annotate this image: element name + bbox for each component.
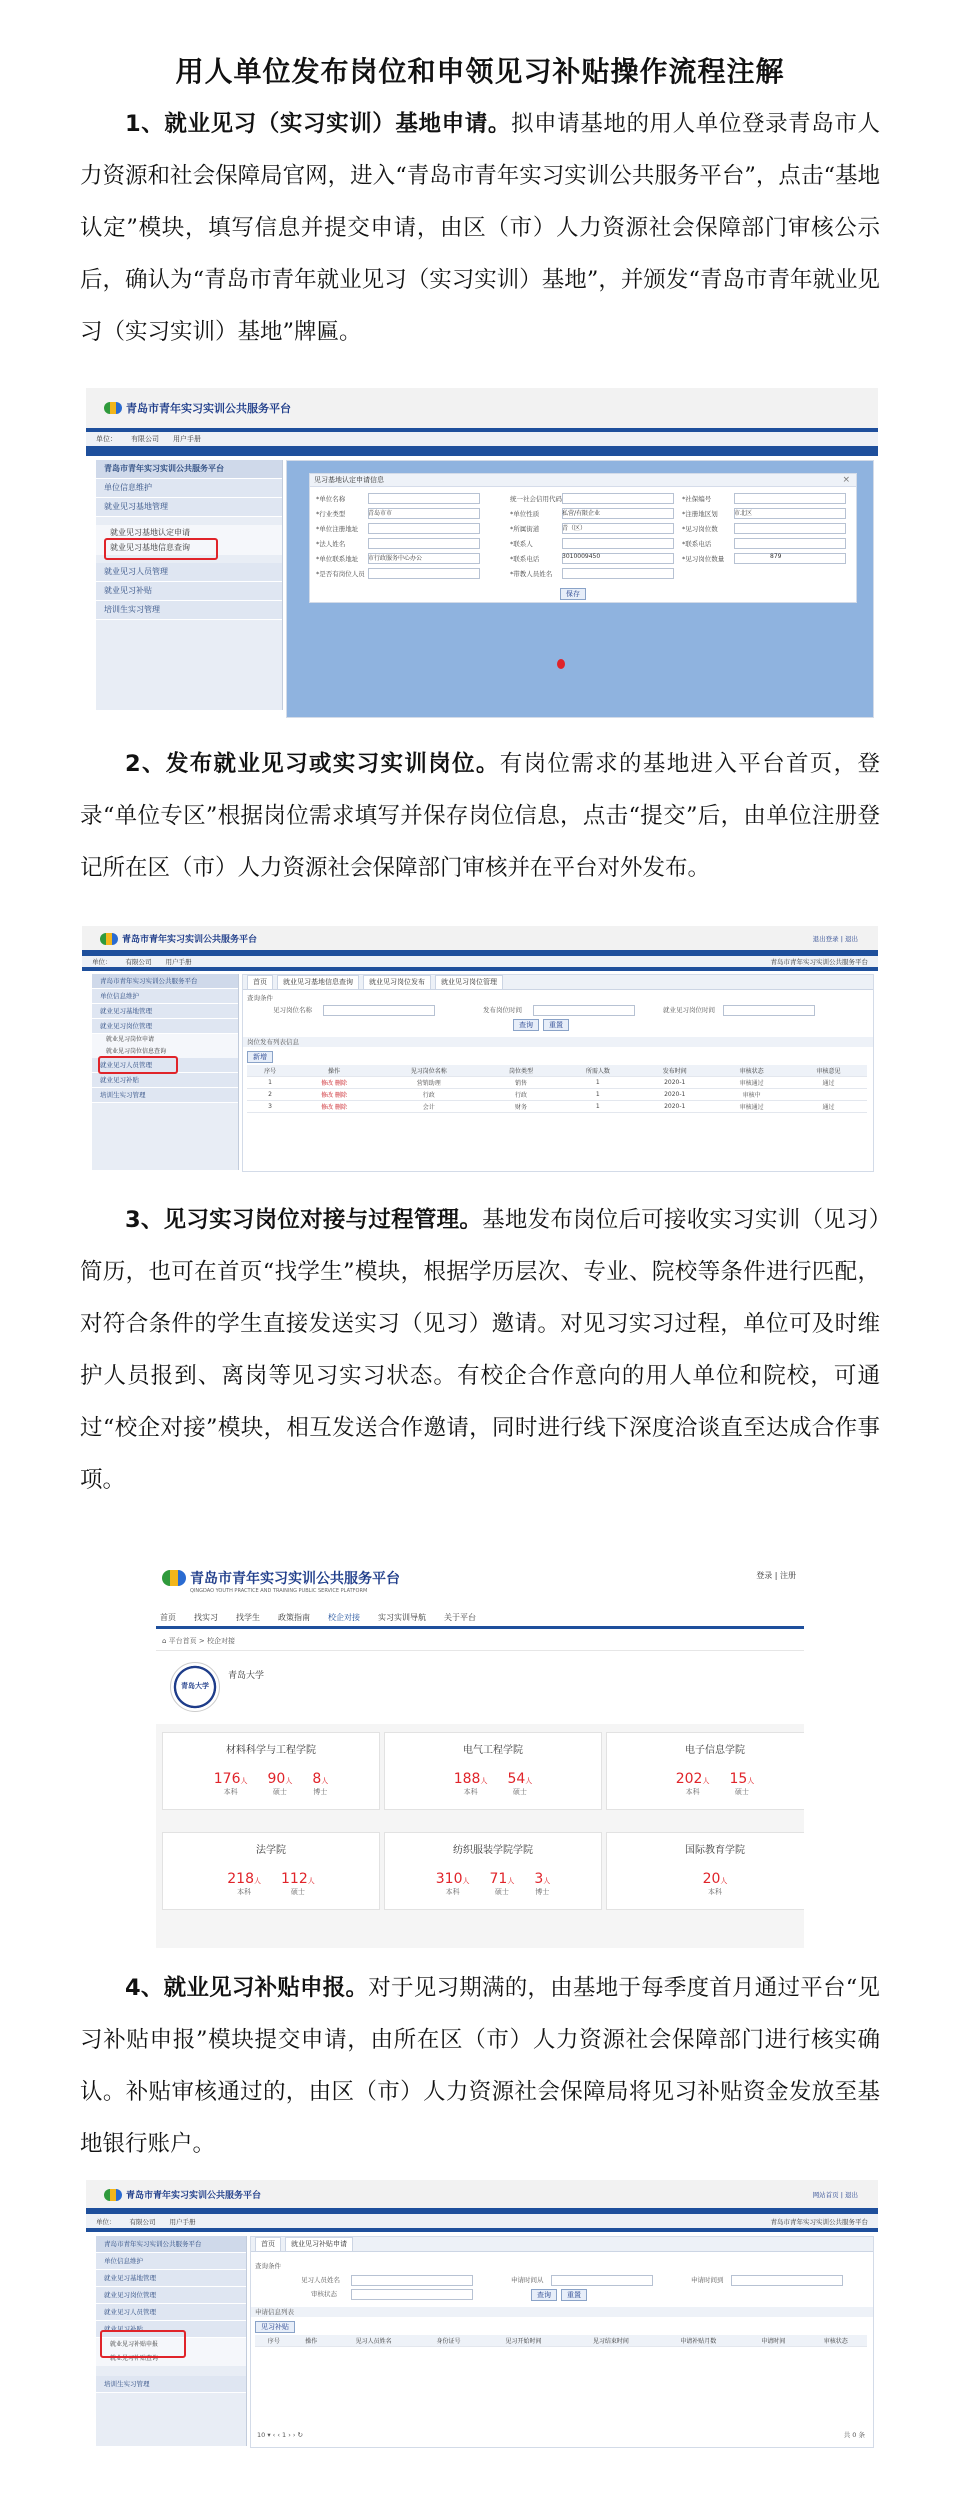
tabs-4 xyxy=(251,2237,873,2252)
column-header: 申请补贴月数 xyxy=(655,2335,742,2347)
field-input[interactable] xyxy=(734,523,846,534)
college-card[interactable] xyxy=(606,1732,804,1810)
post-time-input[interactable] xyxy=(533,1005,635,1016)
paragraph-1-text: 拟申请基地的用人单位登录青岛市人力资源和社会保障局官网，进入“青岛市青年实习实训公共服务平台”，点击“基地认定”模块，填写信息并提交申请，由区（市）人力资源社会保障部门审核公示后，确认为“青岛市青年就业见习（实习实训）基地”，并颁发“青岛市青年就业见习（实习实训）基地”牌匾。 xyxy=(80,111,880,345)
stat-value: 310 xyxy=(435,1871,463,1887)
column-header: 操作 xyxy=(292,2335,329,2347)
college-stat xyxy=(436,1871,470,1897)
stat-value: 15 xyxy=(729,1771,748,1787)
field-label: *注册地区划 xyxy=(682,510,718,518)
stat-value: 218 xyxy=(227,1871,254,1887)
field-label: 统一社会信用代码 xyxy=(510,495,562,503)
table-cell: 3 xyxy=(247,1101,293,1113)
highlight-box xyxy=(104,538,218,560)
table-cell: 2 xyxy=(247,1089,293,1101)
stat-label: 博士 xyxy=(313,1788,328,1796)
stat-label: 本科 xyxy=(685,1788,700,1796)
top-nav xyxy=(86,432,878,447)
column-header: 见习人员姓名 xyxy=(330,2335,417,2347)
column-header: 岗位类型 xyxy=(483,1065,560,1077)
college-stat xyxy=(267,1771,292,1797)
table-cell: 审核中 xyxy=(713,1089,790,1101)
field-label: *联系人 xyxy=(510,540,533,548)
tab-2[interactable]: 就业见习岗位发布 xyxy=(363,975,431,989)
stat-label: 硕士 xyxy=(494,1888,509,1896)
menu-item-6[interactable]: 关于平台 xyxy=(444,1612,476,1622)
field-label: *联系电话 xyxy=(682,540,712,548)
paragraph-4-text: 对于见习期满的，由基地于每季度首月通过平台“见习补贴申报”模块提交申请，由所在区（市）人力资源社会保障部门进行核实确认。补贴审核通过的，由区（市）人力资源社会保障局将见习补贴资金发放至基地银行账户。 xyxy=(80,1975,880,2157)
field-label: *见习岗位数量 xyxy=(682,555,725,563)
college-stat xyxy=(312,1771,328,1797)
stat-value: 90 xyxy=(267,1771,286,1787)
stat-unit: 人 xyxy=(462,1877,470,1885)
nav-manual-link-4[interactable]: 用户手册 xyxy=(169,2217,196,2226)
college-card[interactable] xyxy=(384,1732,602,1810)
table-cell: 审核通过 xyxy=(713,1077,790,1089)
nav-manual-link-2[interactable]: 用户手册 xyxy=(165,958,192,966)
column-header: 序号 xyxy=(247,1065,293,1077)
college-stat xyxy=(214,1771,248,1797)
date-from-input[interactable] xyxy=(551,2275,653,2286)
stat-label: 本科 xyxy=(707,1888,722,1896)
field-input[interactable] xyxy=(734,493,846,504)
pager[interactable]: 10 ▾ ‹ ‹ 1 › › ↻ xyxy=(257,2431,303,2439)
table-cell: 通过 xyxy=(790,1077,867,1089)
college-card[interactable] xyxy=(162,1832,380,1910)
dialog xyxy=(309,473,857,603)
table-cell: 1 xyxy=(247,1077,293,1089)
stat-label: 本科 xyxy=(463,1788,478,1796)
menu-item-1[interactable]: 找实习 xyxy=(194,1612,218,1622)
field-value: 879 xyxy=(770,553,782,560)
field-label: *单位性质 xyxy=(510,510,540,518)
table-cell: 销售 xyxy=(483,1077,560,1089)
menu-item-3[interactable]: 政策指南 xyxy=(278,1612,310,1622)
logo-icon xyxy=(104,402,122,414)
field-value: 市行政服务中心办公 xyxy=(368,555,423,562)
stat-value: 202 xyxy=(675,1771,703,1787)
column-header: 序号 xyxy=(255,2335,292,2347)
college-card[interactable] xyxy=(384,1832,602,1910)
table-cell: 2020-1 xyxy=(636,1089,713,1101)
field-label: *单位名称 xyxy=(316,495,346,503)
university-logo: 青岛大学 xyxy=(170,1662,220,1712)
college-name: 电气工程学院 xyxy=(463,1745,523,1756)
menu-item-2[interactable]: 找学生 xyxy=(236,1612,260,1622)
save-button[interactable]: 保存 xyxy=(560,588,586,600)
college-name: 纺织服装学院学院 xyxy=(453,1845,533,1856)
stat-unit: 人 xyxy=(702,1777,710,1785)
sidebar-item-trainee[interactable]: 培训生实习管理 xyxy=(96,601,282,620)
reset-button[interactable]: 重置 xyxy=(543,1019,569,1031)
query-button[interactable]: 查询 xyxy=(513,1019,539,1031)
college-card[interactable] xyxy=(606,1832,804,1910)
column-header: 所需人数 xyxy=(559,1065,636,1077)
logout-link[interactable]: 退出登录 | 退出 xyxy=(812,935,858,943)
platform-logo-4: 青岛市青年实习实训公共服务平台 xyxy=(104,2188,261,2201)
sidebar-item-info[interactable]: 单位信息维护 xyxy=(96,479,282,498)
table-cell xyxy=(790,1089,867,1101)
column-header: 申请时间 xyxy=(742,2335,804,2347)
menu-item-0[interactable]: 首页 xyxy=(160,1612,176,1622)
sidebar-sub-base-apply[interactable]: 就业见习基地认定申请 xyxy=(96,525,282,540)
college-stat xyxy=(676,1771,710,1797)
university-name: 青岛大学 xyxy=(228,1671,265,1681)
table-cell[interactable]: 修改 删除 xyxy=(293,1101,375,1113)
field-label: *见习岗位数 xyxy=(682,525,718,533)
table-row xyxy=(247,1089,867,1101)
stat-value: 3 xyxy=(534,1871,544,1887)
tab-3[interactable]: 就业见习岗位管理 xyxy=(435,975,503,989)
sidebar xyxy=(96,460,283,710)
logo-icon-4 xyxy=(104,2189,122,2201)
paragraph-1 xyxy=(80,98,880,358)
table-cell: 营销助理 xyxy=(375,1077,483,1089)
paragraph-2-lead: 2、发布就业见习或实习实训岗位。 xyxy=(125,751,500,777)
tab-1[interactable]: 就业见习补贴申请 xyxy=(285,2237,353,2251)
nav-unit: 单位： xyxy=(96,435,117,443)
field-input[interactable] xyxy=(734,538,846,549)
field-value: 市北区 xyxy=(734,510,753,517)
tab-0[interactable]: 首页 xyxy=(247,975,273,989)
field-input[interactable] xyxy=(562,493,674,504)
subsidy-table xyxy=(255,2335,867,2347)
table-cell: 1 xyxy=(559,1077,636,1089)
add-button[interactable]: 新增 xyxy=(247,1051,273,1063)
stat-label: 本科 xyxy=(223,1788,238,1796)
college-name: 法学院 xyxy=(256,1845,286,1856)
subsidy-add-button[interactable]: 见习补贴 xyxy=(255,2321,295,2333)
stat-value: 188 xyxy=(453,1771,481,1787)
field-label: *单位注册地址 xyxy=(316,525,359,533)
field-input[interactable] xyxy=(734,553,846,564)
college-stat xyxy=(507,1771,532,1797)
platform-logo xyxy=(104,400,291,416)
field-input[interactable] xyxy=(368,538,480,549)
platform-logo-3: 青岛市青年实习实训公共服务平台 xyxy=(162,1568,400,1588)
stat-value: 20 xyxy=(702,1871,721,1887)
paragraph-3 xyxy=(80,1194,880,1506)
tabs-2 xyxy=(243,975,873,990)
close-icon[interactable]: × xyxy=(842,475,850,485)
table-header-row xyxy=(247,1065,867,1077)
nav-company: 有限公司 xyxy=(131,435,159,443)
stat-unit: 人 xyxy=(525,1777,533,1785)
stat-label: 硕士 xyxy=(290,1888,305,1896)
table-cell: 审核通过 xyxy=(713,1101,790,1113)
column-header: 见习开始时间 xyxy=(480,2335,567,2347)
college-card[interactable] xyxy=(162,1732,380,1810)
college-name: 国际教育学院 xyxy=(685,1845,745,1856)
sidebar-sub-base-query[interactable]: 就业见习基地信息查询 xyxy=(96,540,282,555)
stat-label: 硕士 xyxy=(512,1788,527,1796)
home-link[interactable]: 网站首页 | 退出 xyxy=(812,2191,858,2199)
main-panel-4: 首页 就业见习补贴申请 查询条件 见习人员姓名 申请时间从 申请时间到 审核状态 查询 重置 申请信息列表 见习补贴 序号 操作 见习人员姓名 身份证号 见习开始时间 见习结束时间 申请补贴月数 申请时间 审核状态 10 ▾ ‹ ‹ 1 › › ↻ 共 0 条 xyxy=(250,2236,874,2448)
pager-count: 共 0 条 xyxy=(843,2431,865,2439)
stat-value: 8 xyxy=(312,1771,322,1787)
field-value: 3010009450 xyxy=(562,553,601,560)
query-button-4[interactable]: 查询 xyxy=(531,2289,557,2301)
table-cell: 会计 xyxy=(375,1101,483,1113)
college-stat xyxy=(703,1871,728,1897)
field-input[interactable] xyxy=(562,538,674,549)
person-name-input[interactable] xyxy=(351,2275,473,2286)
job-name-input[interactable] xyxy=(323,1005,435,1016)
college-name: 材料科学与工程学院 xyxy=(226,1745,316,1756)
stat-value: 176 xyxy=(213,1771,241,1787)
field-input[interactable] xyxy=(368,523,480,534)
table-cell[interactable]: 修改 删除 xyxy=(293,1089,375,1101)
stat-unit: 人 xyxy=(285,1777,293,1785)
column-header: 见习结束时间 xyxy=(567,2335,654,2347)
table-row xyxy=(247,1077,867,1089)
column-header: 发布时间 xyxy=(636,1065,713,1077)
main-menu xyxy=(156,1608,804,1627)
column-header: 操作 xyxy=(293,1065,375,1077)
sidebar-4: 青岛市青年实习实训公共服务平台 单位信息维护 就业见习基地管理 就业见习岗位管理 就业见习人员管理 就业见习补贴 就业见习补贴申报 就业见习补贴查询 培训生实习管理 xyxy=(96,2236,247,2446)
table-cell: 1 xyxy=(559,1089,636,1101)
logo-icon-3 xyxy=(162,1570,186,1586)
table-cell: 行政 xyxy=(375,1089,483,1101)
sidebar-2: 青岛市青年实习实训公共服务平台 单位信息维护 就业见习基地管理 就业见习岗位管理 就业见习岗位申请 就业见习岗位信息查询 就业见习人员管理 就业见习补贴 培训生实习管理 xyxy=(92,974,239,1170)
login-link[interactable]: 登录 | 注册 xyxy=(756,1571,796,1580)
field-value: 私营/有限企业 xyxy=(562,510,601,517)
paragraph-1-lead: 1、就业见习（实习实训）基地申请。 xyxy=(125,111,511,137)
table-header-row xyxy=(255,2335,867,2347)
breadcrumb: ⌂ 平台首页 > 校企对接 xyxy=(162,1637,235,1645)
table-row xyxy=(247,1101,867,1113)
tab-1[interactable]: 就业见习基地信息查询 xyxy=(277,975,359,989)
field-label: *所属街道 xyxy=(510,525,540,533)
sidebar-item-person[interactable]: 就业见习人员管理 xyxy=(96,563,282,582)
home-icon: ⌂ xyxy=(162,1637,169,1645)
stat-unit: 人 xyxy=(507,1877,515,1885)
table-cell: 财务 xyxy=(483,1101,560,1113)
column-header: 身份证号 xyxy=(417,2335,479,2347)
college-stat xyxy=(489,1871,514,1897)
stat-unit: 人 xyxy=(747,1777,755,1785)
top-nav-4: 单位： 有限公司 用户手册 青岛市青年实习实训公共服务平台 xyxy=(86,2214,878,2229)
stat-label: 本科 xyxy=(445,1888,460,1896)
date-to-input[interactable] xyxy=(731,2275,843,2286)
main-panel-2: 首页 就业见习基地信息查询 就业见习岗位发布 就业见习岗位管理 查询条件 见习岗位名称 发布岗位时间 就业见习岗位时间 查询 重置 岗位发布列表信息 新增 序号 操作 见习岗位名称 岗位类型 所需人数 发布时间 审核状态 审核意见 1 修改 删除 营销助理 销售 1 2020-1 审核通过 通过 2 修改 删除 行政 行政 1 2020-1 审核中 3 修改 删除 会计 财务 1 2020-1 审核通过 通过 xyxy=(242,974,874,1172)
stat-unit: 人 xyxy=(321,1777,329,1785)
stat-unit: 人 xyxy=(480,1777,488,1785)
sidebar-item-base[interactable]: 就业见习基地管理 xyxy=(96,498,282,517)
stat-unit: 人 xyxy=(543,1877,551,1885)
field-value: 青岛市市 xyxy=(368,510,393,517)
table-cell: 2020-1 xyxy=(636,1101,713,1113)
job-time-input[interactable] xyxy=(723,1005,815,1016)
field-input[interactable] xyxy=(562,568,674,579)
table-cell: 2020-1 xyxy=(636,1077,713,1089)
stat-unit: 人 xyxy=(240,1777,248,1785)
top-nav-2: 单位： 有限公司 用户手册 青岛市青年实习实训公共服务平台 xyxy=(82,956,878,968)
job-table xyxy=(247,1065,867,1113)
column-header: 见习岗位名称 xyxy=(375,1065,483,1077)
column-header: 审核状态 xyxy=(713,1065,790,1077)
college-stat xyxy=(729,1771,754,1797)
stat-value: 112 xyxy=(281,1871,308,1887)
college-stat xyxy=(534,1871,550,1897)
field-label: *带教人员姓名 xyxy=(510,570,553,578)
stat-label: 本科 xyxy=(237,1888,252,1896)
stat-unit: 人 xyxy=(720,1877,728,1885)
column-header: 审核状态 xyxy=(804,2335,867,2347)
stat-value: 71 xyxy=(489,1871,508,1887)
tab-0[interactable]: 首页 xyxy=(255,2237,281,2251)
college-stat xyxy=(281,1871,315,1897)
stat-label: 博士 xyxy=(535,1888,550,1896)
stat-value: 54 xyxy=(507,1771,526,1787)
paragraph-4-lead: 4、就业见习补贴申报。 xyxy=(125,1975,369,2001)
college-stat xyxy=(227,1871,261,1897)
field-label: *是否有岗位人员 xyxy=(316,570,365,578)
college-name: 电子信息学院 xyxy=(685,1745,745,1756)
stat-label: 硕士 xyxy=(272,1788,287,1796)
table-cell: 通过 xyxy=(790,1101,867,1113)
page-title: 用人单位发布岗位和申领见习补贴操作流程注解 xyxy=(175,55,785,88)
paragraph-4 xyxy=(80,1962,880,2170)
menu-item-5[interactable]: 实习实训导航 xyxy=(378,1612,426,1622)
field-label: *单位联系地址 xyxy=(316,555,359,563)
nav-manual-link[interactable]: 用户手册 xyxy=(173,435,201,443)
cursor-marker xyxy=(557,659,565,669)
platform-logo-2: 青岛市青年实习实训公共服务平台 xyxy=(100,932,257,945)
field-label: *社保编号 xyxy=(682,495,712,503)
field-label: *联系电话 xyxy=(510,555,540,563)
table-cell[interactable]: 修改 删除 xyxy=(293,1077,375,1089)
status-select[interactable] xyxy=(351,2289,473,2300)
paragraph-2 xyxy=(80,738,880,894)
field-label: *法人姓名 xyxy=(316,540,346,548)
paragraph-3-text: 基地发布岗位后可接收实习实训（见习）简历，也可在首页“找学生”模块，根据学历层次、专业、院校等条件进行匹配，对符合条件的学生直接发送实习（见习）邀请。对见习实习过程，单位可及时维护人员报到、离岗等见习实习状态。有校企合作意向的用人单位和院校，可通过“校企对接”模块，相互发送合作邀请，同时进行线下深度洽谈直至达成合作事项。 xyxy=(80,1207,880,1493)
reset-button-4[interactable]: 重置 xyxy=(561,2289,587,2301)
sidebar-item-subsidy[interactable]: 就业见习补贴 xyxy=(96,582,282,601)
logo-icon-2 xyxy=(100,933,118,945)
stat-label: 硕士 xyxy=(734,1788,749,1796)
table-cell: 行政 xyxy=(483,1089,560,1101)
platform-name: 青岛市青年实习实训公共服务平台 xyxy=(126,402,291,415)
screenshot-job-posting xyxy=(82,926,878,1178)
menu-item-4[interactable]: 校企对接 xyxy=(328,1612,360,1622)
field-label: *行业类型 xyxy=(316,510,346,518)
field-input[interactable] xyxy=(368,568,480,579)
paragraph-2-text: 有岗位需求的基地进入平台首页，登录“单位专区”根据岗位需求填写并保存岗位信息，点击“提交”后，由单位注册登记所在区（市）人力资源社会保障部门审核并在平台对外发布。 xyxy=(80,751,880,881)
college-stat xyxy=(454,1771,488,1797)
stat-unit: 人 xyxy=(254,1877,261,1885)
dialog-title: 见习基地认定申请信息 xyxy=(310,474,856,487)
field-value: 青（区） xyxy=(562,525,587,532)
sidebar-title: 青岛市青年实习实训公共服务平台 xyxy=(96,460,282,479)
main-panel xyxy=(286,460,874,718)
column-header: 审核意见 xyxy=(790,1065,867,1077)
field-input[interactable] xyxy=(368,493,480,504)
screenshot-subsidy xyxy=(86,2180,878,2450)
screenshot-school-enterprise: 青岛市青年实习实训公共服务平台 QINGDAO YOUTH PRACTICE AND TRAINING PUBLIC SERVICE PLATFORM 登录 | 注册 首页 找实习 找学生 政策指南 校企对接 实习实训导航 关于平台 ⌂ 平台首页 > 校企对接 青岛大学 青岛大学 材料科学与工程学院 176人 本科 90人 硕士 8人 博士 电气工程学院 188人 本科 54人 硕士 电子信息学院 202人 本科 15人 硕士 法学院 218人 本科 112人 硕士 纺织服装学院学院 310人 本科 71人 硕士 3人 博士 国际教育学院 20人 本科 xyxy=(156,1560,804,1948)
table-cell: 1 xyxy=(559,1101,636,1113)
paragraph-3-lead: 3、见习实习岗位对接与过程管理。 xyxy=(125,1207,483,1233)
screenshot-base-application xyxy=(86,388,878,718)
stat-unit: 人 xyxy=(307,1877,315,1885)
